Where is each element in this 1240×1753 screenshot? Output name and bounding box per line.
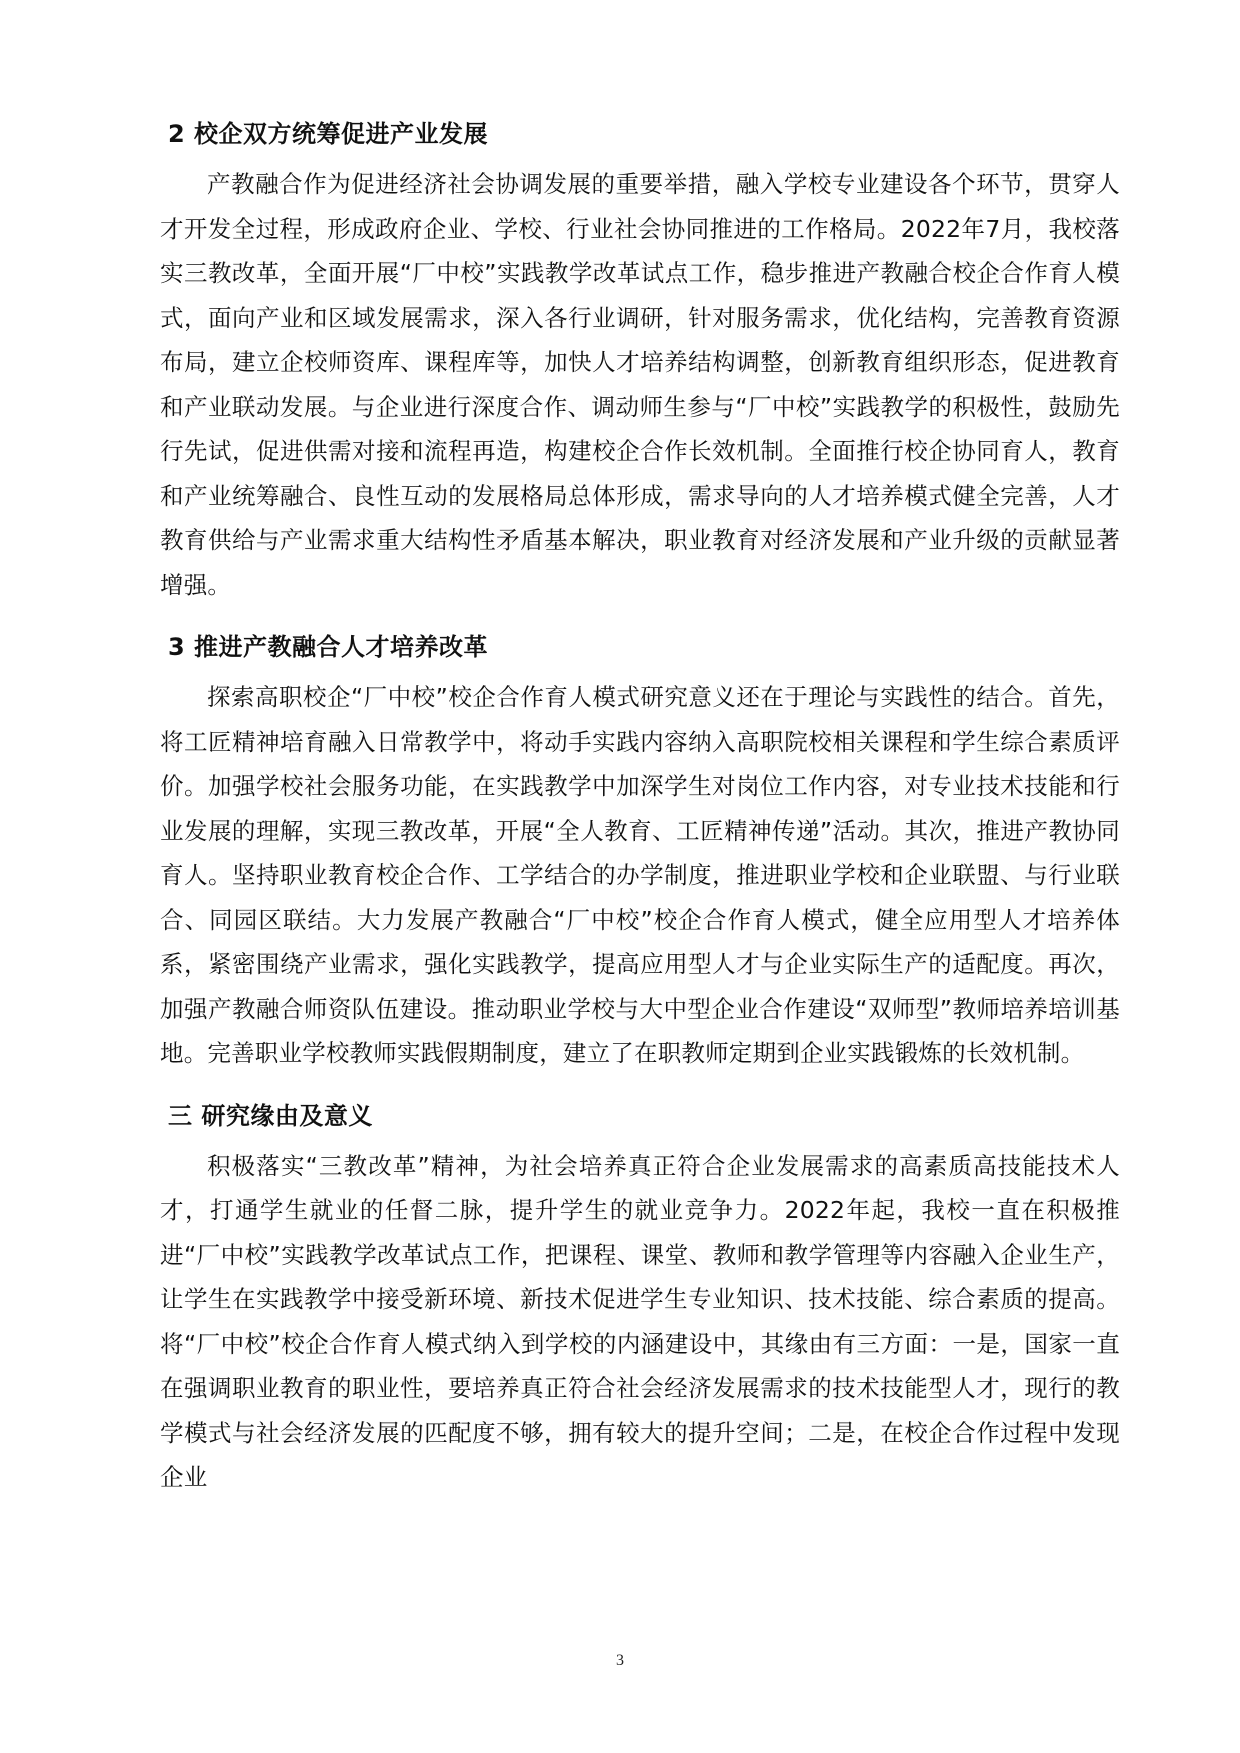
section-paragraph-talent-reform: 探索高职校企“厂中校”校企合作育人模式研究意义还在于理论与实践性的结合。首先，将工匠精神培育融入日常教学中，将动手实践内容纳入高职院校相关课程和学生综合素质评价。加强学校社会服务功能，在实践教学中加深学生对岗位工作内容，对专业技术技能和行业发展的理解，实现三教改革，开展“全人教育、工匠精神传递”活动。其次，推进产教协同育人。坚持职业教育校企合作、工学结合的办学制度，推进职业学校和企业联盟、与行业联合、同园区联结。大力发展产教融合“厂中校”校企合作育人模式，健全应用型人才培养体系，紧密围绕产业需求，强化实践教学，提高应用型人才与企业实际生产的适配度。再次，加强产教融合师资队伍建设。推动职业学校与大中型企业合作建设“双师型”教师培养培训基地。完善职业学校教师实践假期制度，建立了在职教师定期到企业实践锻炼的长效机制。	[160, 683, 1120, 1067]
section-paragraph-research-reason: 积极落实“三教改革”精神，为社会培养真正符合企业发展需求的高素质高技能技术人才，打通学生就业的任督二脉，提升学生的就业竞争力。2022年起，我校一直在积极推进“厂中校”实践教学改革试点工作，把课程、课堂、教师和教学管理等内容融入企业生产，让学生在实践教学中接受新环境、新技术促进学生专业知识、技术技能、综合素质的提高。将“厂中校”校企合作育人模式纳入到学校的内涵建设中，其缘由有三方面：一是，国家一直在强调职业教育的职业性，要培养真正符合社会经济发展需求的技术技能型人才，现行的教学模式与社会经济发展的匹配度不够，拥有较大的提升空间；二是，在校企合作过程中发现企业	[160, 1151, 1120, 1491]
section-heading-talent-reform: 3 推进产教融合人才培养改革	[168, 633, 489, 661]
page-number: 3	[616, 1652, 624, 1669]
section-paragraph-industry-development: 产教融合作为促进经济社会协调发展的重要举措，融入学校专业建设各个环节，贯穿人才开发全过程，形成政府企业、学校、行业社会协同推进的工作格局。2022年7月，我校落实三教改革，全面开展“厂中校”实践教学改革试点工作，稳步推进产教融合校企合作育人模式，面向产业和区域发展需求，深入各行业调研，针对服务需求，优化结构，完善教育资源布局，建立企校师资库、课程库等，加快人才培养结构调整，创新教育组织形态，促进教育和产业联动发展。与企业进行深度合作、调动师生参与“厂中校”实践教学的积极性，鼓励先行先试，促进供需对接和流程再造，构建校企合作长效机制。全面推行校企协同育人，教育和产业统筹融合、良性互动的发展格局总体形成，需求导向的人才培养模式健全完善，人才教育供给与产业需求重大结构性矛盾基本解决，职业教育对经济发展和产业升级的贡献显著增强。	[160, 170, 1120, 599]
section-heading-research-reason: 三 研究缘由及意义	[168, 1101, 373, 1130]
page-body	[160, 106, 1120, 1504]
section-heading-industry-development: 2 校企双方统筹促进产业发展	[168, 120, 489, 148]
